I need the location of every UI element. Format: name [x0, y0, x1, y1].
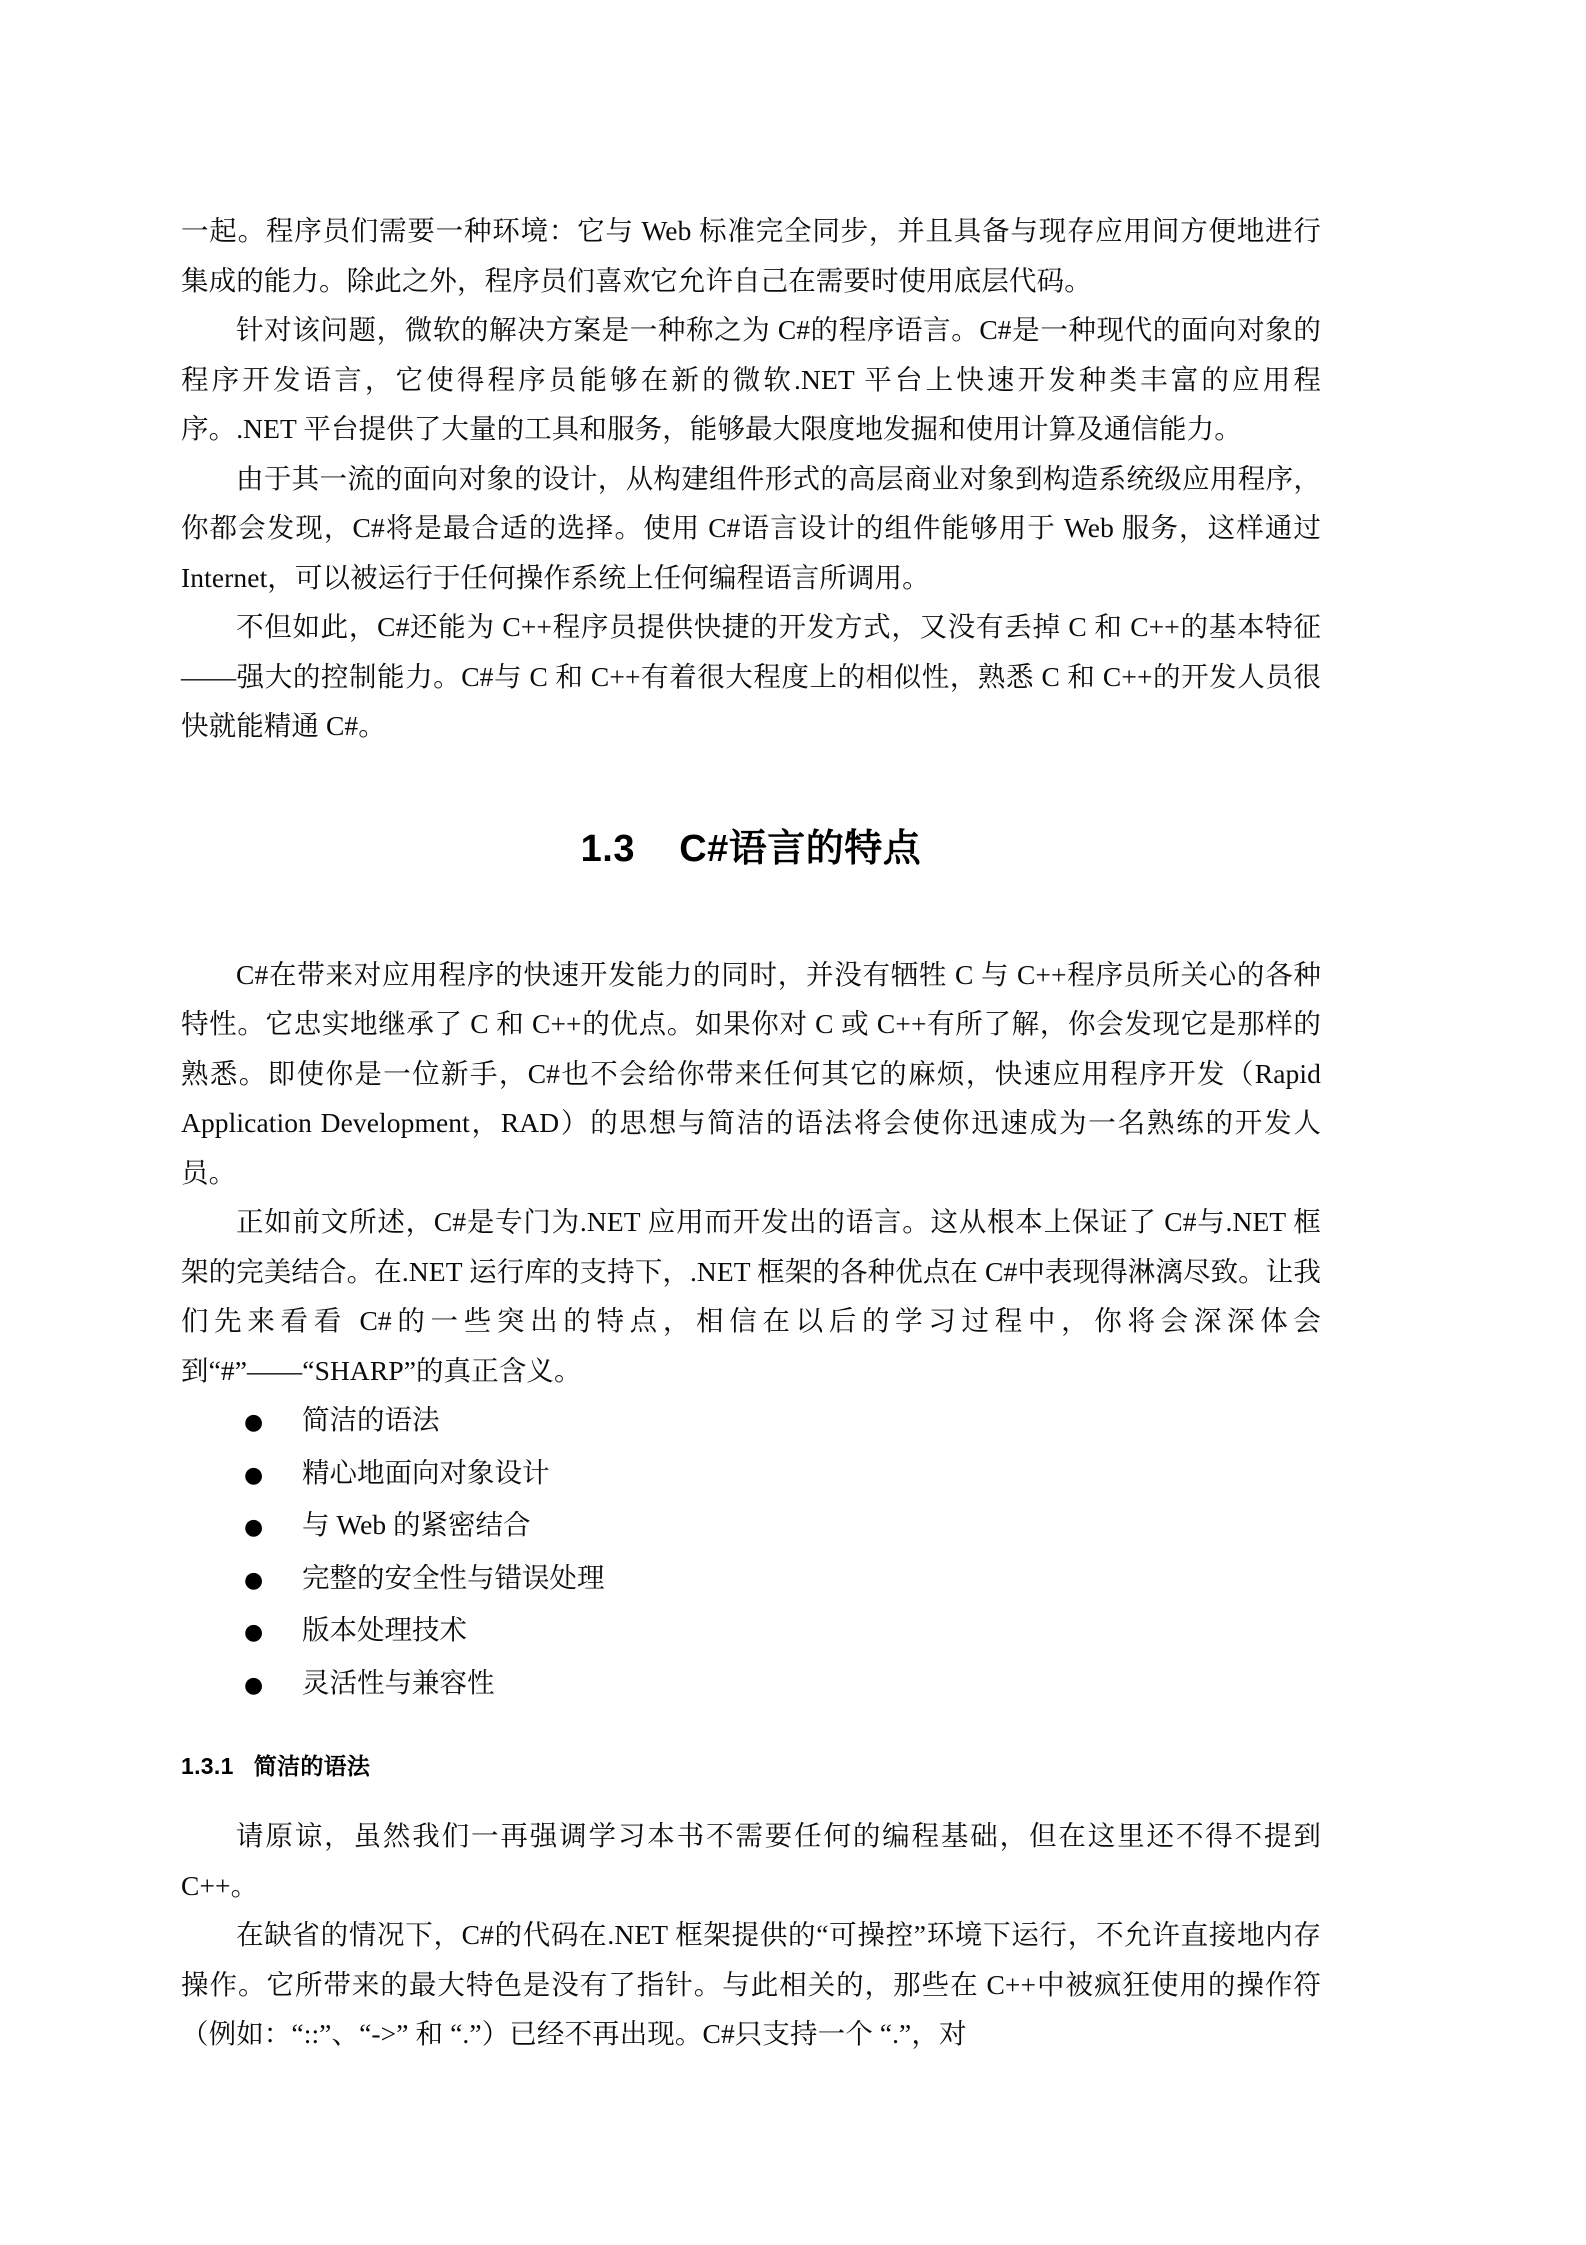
list-item-label: 灵活性与兼容性 [302, 1666, 495, 1698]
bullet-point-icon: ● [244, 1672, 264, 1698]
list-item-label: 与 Web 的紧密结合 [302, 1509, 531, 1540]
paragraph-rapid-development: C#在带来对应用程序的快速开发能力的同时，并没有牺牲 C 与 C++程序员所关心的各种特性。它忠实地继承了 C 和 C++的优点。如果你对 C 或 C++有所了解，你会发现它是那样的熟悉。即使你是一位新手，C#也不会给你带来任何其它的麻烦，快速应用程序开发（Rapid Application Development，RAD）的思想与简洁的语法将会使你迅速成为一名熟练的开发人员。 [181, 958, 1321, 1188]
list-item [181, 1500, 1321, 1553]
heading-spacer-below [181, 872, 1321, 950]
list-item-label: 完整的安全性与错误处理 [302, 1561, 605, 1593]
list-item [181, 1395, 1321, 1448]
page-content-column [181, 206, 1321, 2059]
paragraph-managed-environment: 在缺省的情况下，C#的代码在.NET 框架提供的“可操控”环境下运行，不允许直接地内存操作。它所带来的最大特色是没有了指针。与此相关的，那些在 C++中被疯狂使用的操作符（例如：“::”、“->” 和 “.”）已经不再出现。C#只支持一个 “.”，对 [181, 1919, 1321, 2049]
heading-spacer-above [181, 751, 1321, 817]
list-item-label: 简洁的语法 [302, 1404, 440, 1435]
list-item [181, 1553, 1321, 1606]
paragraph-continued-intro: 一起。程序员们需要一种环境：它与 Web 标准完全同步，并且具备与现存应用间方便地进行集成的能力。除此之外，程序员们喜欢它允许自己在需要时使用底层代码。 [181, 215, 1321, 296]
feature-bullet-list [181, 1395, 1321, 1710]
paragraph-csharp-solution: 针对该问题，微软的解决方案是一种称之为 C#的程序语言。C#是一种现代的面向对象的程序开发语言，它使得程序员能够在新的微软.NET 平台上快速开发种类丰富的应用程序。.NET 平台提供了大量的工具和服务，能够最大限度地发掘和使用计算及通信能力。 [181, 314, 1321, 444]
list-item [181, 1658, 1321, 1711]
list-item-label: 精心地面向对象设计 [302, 1456, 550, 1488]
subheading-spacer-below [181, 1781, 1321, 1811]
subsection-heading-1-3-1: 1.3.1 简洁的语法 [181, 1753, 371, 1779]
bullet-point-icon: ● [244, 1620, 264, 1645]
bullet-point-icon: ● [244, 1567, 264, 1593]
paragraph-cpp-similarity: 不但如此，C#还能为 C++程序员提供快捷的开发方式，又没有丢掉 C 和 C++的基本特征——强大的控制能力。C#与 C 和 C++有着很大程度上的相似性，熟悉 C 和 C++的开发人员很快就能精通 C#。 [181, 611, 1321, 741]
paragraph-no-programming-basis: 请原谅，虽然我们一再强调学习本书不需要任何的编程基础，但在这里还不得不提到 C++。 [181, 1820, 1321, 1901]
list-item [181, 1448, 1321, 1501]
bullet-point-icon: ● [244, 1515, 264, 1540]
bullet-point-icon: ● [244, 1462, 264, 1488]
paragraph-dotnet-integration: 正如前文所述，C#是专门为.NET 应用而开发出的语言。这从根本上保证了 C#与.NET 框架的完美结合。在.NET 运行库的支持下，.NET 框架的各种优点在 C#中表现得淋漓尽致。让我们先来看看 C#的一些突出的特点，相信在以后的学习过程中，你将会深深体会到“#”——“SHARP”的真正含义。 [181, 1206, 1321, 1386]
bullet-point-icon: ● [244, 1410, 264, 1435]
paragraph-object-oriented-design: 由于其一流的面向对象的设计，从构建组件形式的高层商业对象到构造系统级应用程序，你都会发现，C#将是最合适的选择。使用 C#语言设计的组件能够用于 Web 服务，这样通过 Internet，可以被运行于任何操作系统上任何编程语言所调用。 [181, 462, 1321, 593]
subheading-spacer-above [181, 1710, 1321, 1748]
list-item-label: 版本处理技术 [302, 1614, 467, 1645]
section-heading-1-3: 1.3 C#语言的特点 [580, 827, 922, 870]
list-item [181, 1605, 1321, 1658]
